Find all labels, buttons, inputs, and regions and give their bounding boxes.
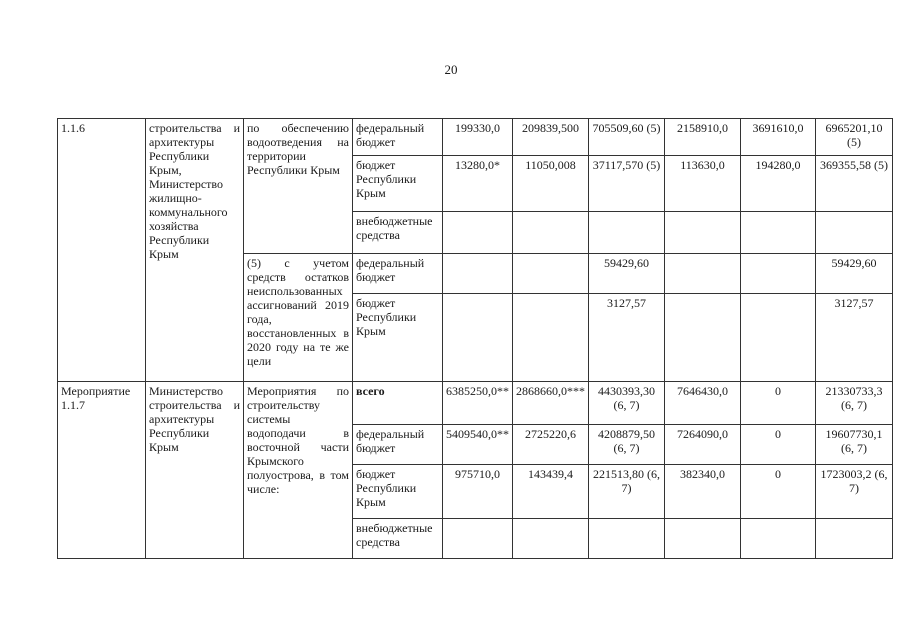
funding-source: внебюджетные средства (353, 519, 443, 559)
value-cell: 11050,008 (513, 156, 589, 212)
value-cell (741, 519, 816, 559)
value-cell: 0 (741, 465, 816, 519)
funding-source: федеральный бюджет (353, 119, 443, 156)
value-cell: 199330,0 (443, 119, 513, 156)
value-cell: 13280,0* (443, 156, 513, 212)
funding-source: бюджет Республики Крым (353, 156, 443, 212)
value-cell (513, 519, 589, 559)
value-cell: 194280,0 (741, 156, 816, 212)
value-cell (443, 519, 513, 559)
funding-source-total: всего (353, 382, 443, 425)
value-cell (665, 519, 741, 559)
measure-id: 1.1.6 (58, 119, 146, 382)
value-cell (589, 212, 665, 254)
measure-description: по обеспечению водоотведения на территории Республики Крым (244, 119, 353, 254)
value-cell (443, 212, 513, 254)
page-number: 20 (444, 62, 458, 77)
budget-table (57, 118, 893, 559)
value-cell: 6385250,0** (443, 382, 513, 425)
value-cell: 7646430,0 (665, 382, 741, 425)
measure-description: Мероприятия по строительству системы водоподачи в восточной части Крымского полуострова, в том числе: (244, 382, 353, 559)
funding-source: бюджет Республики Крым (353, 465, 443, 519)
value-cell (513, 212, 589, 254)
value-cell (665, 212, 741, 254)
value-cell: 113630,0 (665, 156, 741, 212)
value-cell: 19607730,1 (6, 7) (816, 425, 893, 465)
value-cell: 6965201,10 (5) (816, 119, 893, 156)
value-cell: 369355,58 (5) (816, 156, 893, 212)
value-cell (816, 519, 893, 559)
value-cell: 59429,60 (816, 254, 893, 294)
value-cell (816, 212, 893, 254)
value-cell: 2868660,0*** (513, 382, 589, 425)
value-cell: 7264090,0 (665, 425, 741, 465)
value-cell: 209839,500 (513, 119, 589, 156)
measure-id: Мероприятие 1.1.7 (58, 382, 146, 559)
value-cell: 143439,4 (513, 465, 589, 519)
value-cell: 2158910,0 (665, 119, 741, 156)
table-row (58, 119, 893, 156)
value-cell: 0 (741, 382, 816, 425)
value-cell (741, 294, 816, 382)
value-cell: 1723003,2 (6, 7) (816, 465, 893, 519)
value-cell (741, 254, 816, 294)
footnote-description: (5) с учетом средств остатков неиспользованных ассигнований 2019 года, восстановленных в 2020 году на те же цели (244, 254, 353, 382)
value-cell: 3127,57 (816, 294, 893, 382)
value-cell: 4430393,30 (6, 7) (589, 382, 665, 425)
executor-cell: строительства и архитектуры Республики Крым, Министерство жилищно-коммунального хозяйства Республики Крым (146, 119, 244, 382)
funding-source: бюджет Республики Крым (353, 294, 443, 382)
value-cell (589, 519, 665, 559)
value-cell (443, 254, 513, 294)
value-cell: 5409540,0** (443, 425, 513, 465)
value-cell (665, 254, 741, 294)
value-cell: 59429,60 (589, 254, 665, 294)
executor-cell: Министерство строительства и архитектуры Республики Крым (146, 382, 244, 559)
value-cell (665, 294, 741, 382)
value-cell: 975710,0 (443, 465, 513, 519)
value-cell (741, 212, 816, 254)
table-row (58, 382, 893, 425)
value-cell: 37117,570 (5) (589, 156, 665, 212)
funding-source: федеральный бюджет (353, 254, 443, 294)
value-cell: 21330733,3 (6, 7) (816, 382, 893, 425)
value-cell: 2725220,6 (513, 425, 589, 465)
value-cell (513, 254, 589, 294)
funding-source: федеральный бюджет (353, 425, 443, 465)
value-cell: 221513,80 (6, 7) (589, 465, 665, 519)
value-cell: 382340,0 (665, 465, 741, 519)
value-cell (443, 294, 513, 382)
value-cell: 3127,57 (589, 294, 665, 382)
value-cell: 705509,60 (5) (589, 119, 665, 156)
funding-source: внебюджетные средства (353, 212, 443, 254)
value-cell: 0 (741, 425, 816, 465)
value-cell: 4208879,50 (6, 7) (589, 425, 665, 465)
value-cell (513, 294, 589, 382)
value-cell: 3691610,0 (741, 119, 816, 156)
